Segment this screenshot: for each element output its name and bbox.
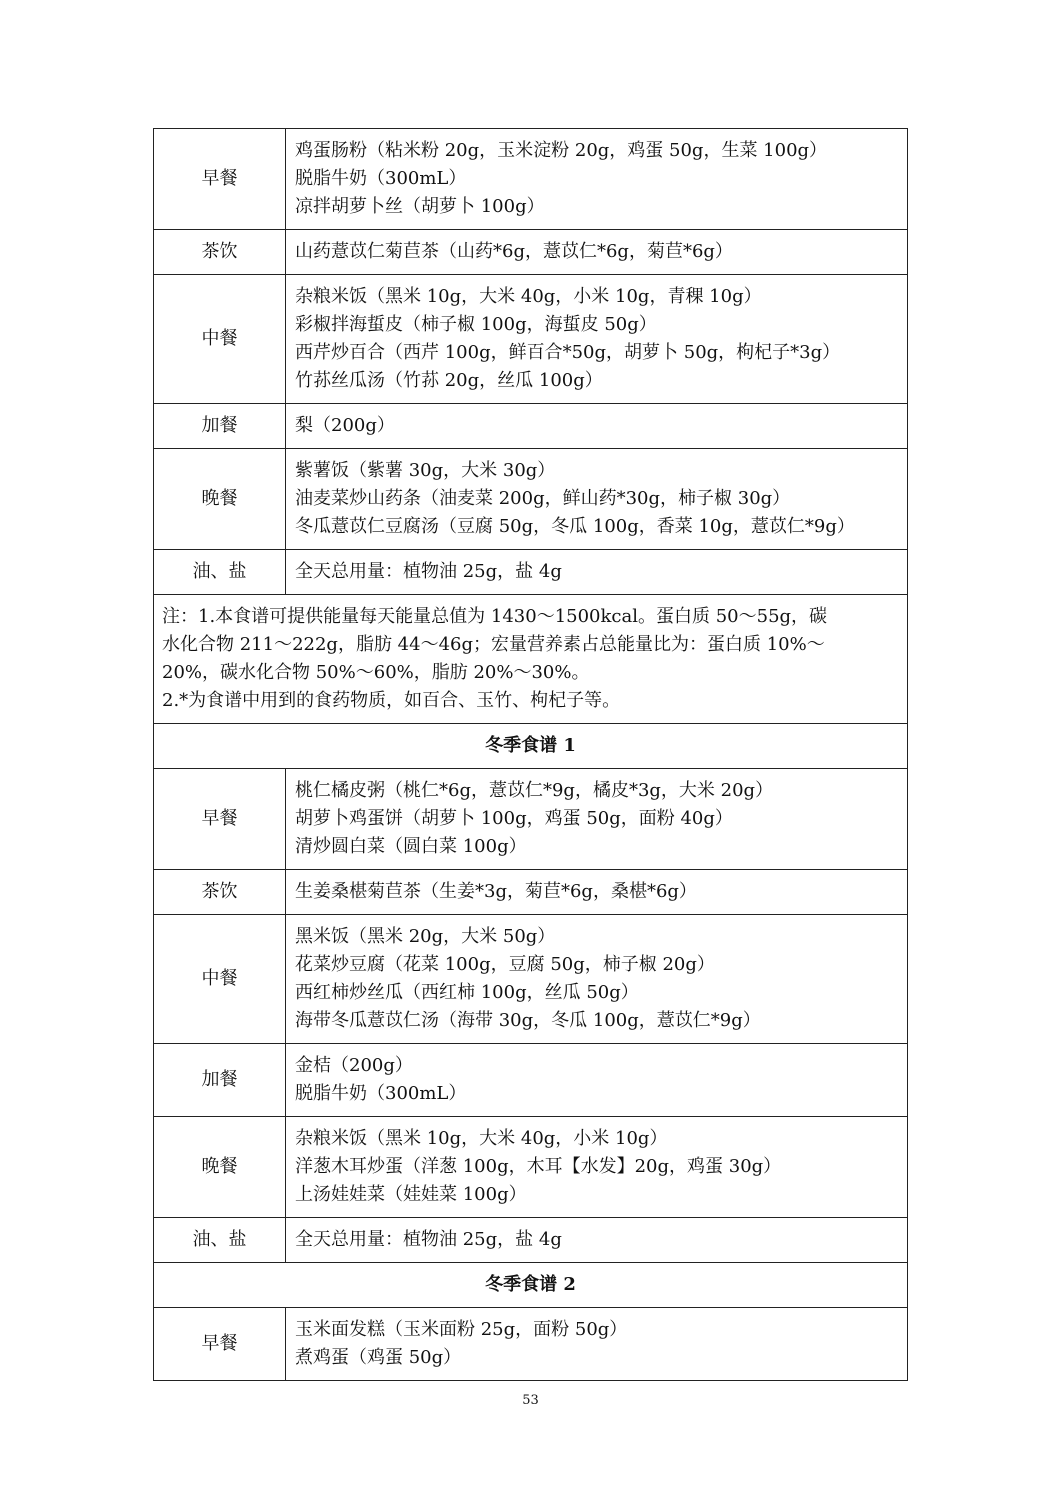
dish-line: 鸡蛋肠粉（粘米粉 20g，玉米淀粉 20g，鸡蛋 50g，生菜 100g） bbox=[295, 140, 828, 161]
dish-line: 凉拌胡萝卜丝（胡萝卜 100g） bbox=[295, 196, 545, 217]
meal-content bbox=[286, 1117, 908, 1218]
meal-content bbox=[286, 449, 908, 550]
meal-row bbox=[154, 1117, 908, 1218]
meal-label: 油、盐 bbox=[154, 550, 286, 595]
recipe-table bbox=[153, 128, 908, 1381]
dish-line: 山药薏苡仁菊苣茶（山药*6g，薏苡仁*6g，菊苣*6g） bbox=[295, 241, 733, 262]
dish-line: 梨（200g） bbox=[295, 415, 395, 436]
note-row bbox=[154, 595, 908, 724]
meal-row bbox=[154, 449, 908, 550]
meal-row bbox=[154, 129, 908, 230]
meal-row bbox=[154, 404, 908, 449]
meal-content bbox=[286, 230, 908, 275]
dish-line: 上汤娃娃菜（娃娃菜 100g） bbox=[295, 1184, 527, 1205]
meal-content bbox=[286, 769, 908, 870]
meal-label: 早餐 bbox=[154, 769, 286, 870]
dish-line: 清炒圆白菜（圆白菜 100g） bbox=[295, 836, 527, 857]
section-header-row bbox=[154, 724, 908, 769]
dish-line: 全天总用量：植物油 25g，盐 4g bbox=[295, 561, 562, 582]
dish-line: 玉米面发糕（玉米面粉 25g，面粉 50g） bbox=[295, 1319, 628, 1340]
section-title: 冬季食谱 1 bbox=[154, 724, 908, 769]
dish-line: 生姜桑椹菊苣茶（生姜*3g，菊苣*6g，桑椹*6g） bbox=[295, 881, 697, 902]
dish-line: 彩椒拌海蜇皮（柿子椒 100g，海蜇皮 50g） bbox=[295, 314, 657, 335]
meal-content bbox=[286, 1044, 908, 1117]
dish-line: 胡萝卜鸡蛋饼（胡萝卜 100g，鸡蛋 50g，面粉 40g） bbox=[295, 808, 733, 829]
meal-label: 晚餐 bbox=[154, 449, 286, 550]
meal-row bbox=[154, 1044, 908, 1117]
meal-label: 茶饮 bbox=[154, 230, 286, 275]
meal-content bbox=[286, 275, 908, 404]
meal-row bbox=[154, 870, 908, 915]
note-line: 20%，碳水化合物 50%～60%，脂肪 20%～30%。 bbox=[162, 662, 590, 683]
meal-row bbox=[154, 1308, 908, 1381]
meal-row bbox=[154, 275, 908, 404]
dish-line: 海带冬瓜薏苡仁汤（海带 30g，冬瓜 100g，薏苡仁*9g） bbox=[295, 1010, 761, 1031]
meal-label: 中餐 bbox=[154, 915, 286, 1044]
meal-row bbox=[154, 769, 908, 870]
meal-row bbox=[154, 550, 908, 595]
meal-content bbox=[286, 870, 908, 915]
note-line: 水化合物 211～222g，脂肪 44～46g；宏量营养素占总能量比为：蛋白质 10%～ bbox=[162, 634, 825, 655]
meal-label: 早餐 bbox=[154, 1308, 286, 1381]
meal-label: 加餐 bbox=[154, 404, 286, 449]
dish-line: 桃仁橘皮粥（桃仁*6g，薏苡仁*9g，橘皮*3g，大米 20g） bbox=[295, 780, 774, 801]
dish-line: 紫薯饭（紫薯 30g，大米 30g） bbox=[295, 460, 556, 481]
dish-line: 西红柿炒丝瓜（西红柿 100g，丝瓜 50g） bbox=[295, 982, 639, 1003]
dish-line: 金桔（200g） bbox=[295, 1055, 413, 1076]
section-title: 冬季食谱 2 bbox=[154, 1263, 908, 1308]
dish-line: 杂粮米饭（黑米 10g，大米 40g，小米 10g，青稞 10g） bbox=[295, 286, 762, 307]
dish-line: 全天总用量：植物油 25g，盐 4g bbox=[295, 1229, 562, 1250]
meal-label: 茶饮 bbox=[154, 870, 286, 915]
section-header-row bbox=[154, 1263, 908, 1308]
recipe-table-body bbox=[154, 129, 908, 1381]
meal-label: 早餐 bbox=[154, 129, 286, 230]
meal-label: 油、盐 bbox=[154, 1218, 286, 1263]
meal-content bbox=[286, 1308, 908, 1381]
meal-label: 中餐 bbox=[154, 275, 286, 404]
meal-row bbox=[154, 915, 908, 1044]
meal-row bbox=[154, 230, 908, 275]
meal-content bbox=[286, 550, 908, 595]
dish-line: 花菜炒豆腐（花菜 100g，豆腐 50g，柿子椒 20g） bbox=[295, 954, 715, 975]
meal-content bbox=[286, 1218, 908, 1263]
dish-line: 竹荪丝瓜汤（竹荪 20g，丝瓜 100g） bbox=[295, 370, 603, 391]
dish-line: 脱脂牛奶（300mL） bbox=[295, 1083, 467, 1104]
dish-line: 脱脂牛奶（300mL） bbox=[295, 168, 467, 189]
dish-line: 黑米饭（黑米 20g，大米 50g） bbox=[295, 926, 556, 947]
dish-line: 油麦菜炒山药条（油麦菜 200g，鲜山药*30g，柿子椒 30g） bbox=[295, 488, 791, 509]
meal-label: 晚餐 bbox=[154, 1117, 286, 1218]
dish-line: 煮鸡蛋（鸡蛋 50g） bbox=[295, 1347, 462, 1368]
page-number: 53 bbox=[522, 1393, 539, 1408]
dish-line: 西芹炒百合（西芹 100g，鲜百合*50g，胡萝卜 50g，枸杞子*3g） bbox=[295, 342, 841, 363]
note-cell bbox=[154, 595, 908, 724]
meal-content bbox=[286, 129, 908, 230]
meal-content bbox=[286, 915, 908, 1044]
note-line: 2.*为食谱中用到的食药物质，如百合、玉竹、枸杞子等。 bbox=[162, 690, 621, 711]
meal-label: 加餐 bbox=[154, 1044, 286, 1117]
dish-line: 杂粮米饭（黑米 10g，大米 40g，小米 10g） bbox=[295, 1128, 668, 1149]
dish-line: 洋葱木耳炒蛋（洋葱 100g，木耳【水发】20g，鸡蛋 30g） bbox=[295, 1156, 782, 1177]
dish-line: 冬瓜薏苡仁豆腐汤（豆腐 50g，冬瓜 100g，香菜 10g，薏苡仁*9g） bbox=[295, 516, 855, 537]
meal-row bbox=[154, 1218, 908, 1263]
note-line: 注：1.本食谱可提供能量每天能量总值为 1430～1500kcal。蛋白质 50～55g，碳 bbox=[162, 606, 828, 627]
meal-content bbox=[286, 404, 908, 449]
